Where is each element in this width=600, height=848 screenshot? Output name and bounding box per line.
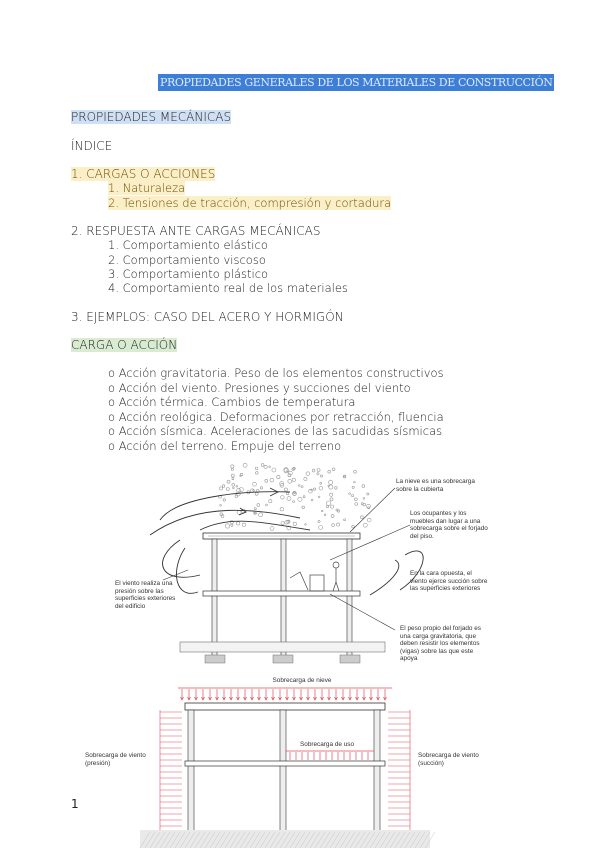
- bullet-item: o Acción térmica. Cambios de temperatura: [108, 395, 356, 409]
- index-section-3[interactable]: 3. EJEMPLOS: CASO DEL ACERO Y HORMIGÓN: [71, 310, 344, 324]
- wind-suction-arrows: [388, 710, 410, 840]
- page-number: 1: [71, 797, 79, 811]
- loads-figure: [0, 460, 600, 680]
- wind-pressure-arrows: [160, 710, 182, 840]
- wind-arrows: [150, 488, 423, 595]
- index-item-2-2[interactable]: 2. Comportamiento viscoso: [108, 253, 266, 267]
- bullet-marker: o: [108, 409, 116, 424]
- snow-load-arrows: [181, 689, 387, 700]
- bullet-marker: o: [108, 380, 116, 395]
- bullet-item: o Acción gravitatoria. Peso de los elementos constructivos: [108, 366, 444, 380]
- label-wind-suction: Sobrecarga de viento (succión): [418, 752, 479, 767]
- annotation-wind-pressure: El viento realiza una presión sobre las superficies exteriores del edificio: [115, 580, 176, 610]
- index-item-2-3[interactable]: 3. Comportamiento plástico: [108, 267, 269, 281]
- label-use-load: Sobrecarga de uso: [300, 741, 355, 748]
- label-wind-pressure: Sobrecarga de viento (presión): [85, 752, 146, 767]
- occupant-icon: [290, 562, 339, 591]
- bullet-marker: o: [108, 395, 116, 409]
- annotation-self-weight: El peso propio del forjado es una carga gravitatoria, que deben resistir los elementos (vigas) sobre las que este apoya: [400, 625, 482, 663]
- snow-dots: [219, 463, 372, 530]
- annotation-leeward: En la cara opuesta, el viento ejerce succión sobre las superficies exteriores: [410, 570, 488, 593]
- bullet-marker: o: [108, 366, 116, 380]
- index-section-2[interactable]: 2. RESPUESTA ANTE CARGAS MECÁNICAS: [71, 224, 321, 238]
- index-item-2-1[interactable]: 1. Comportamiento elástico: [108, 238, 268, 252]
- bullet-item: o Acción del terreno. Empuje del terreno: [108, 438, 342, 453]
- annotation-occupants: Los ocupantes y los muebles dan lugar a una sobrecarga sobre el forjado del piso.: [410, 510, 488, 540]
- bullet-list: [108, 366, 444, 453]
- index-label: ÍNDICE: [71, 139, 113, 153]
- bullet-item: o Acción sísmica. Aceleraciones de las sacudidas sísmicas: [108, 424, 443, 438]
- bullet-marker: o: [108, 424, 116, 438]
- bullet-marker: o: [108, 438, 116, 453]
- index-item-1-1[interactable]: 1. Naturaleza: [108, 181, 186, 195]
- label-snow-load: Sobrecarga de nieve: [272, 677, 332, 684]
- annotation-snow: La nieve es una sobrecarga sobre la cubierta: [396, 478, 475, 493]
- document-title: PROPIEDADES GENERALES DE LOS MATERIALES DE CONSTRUCCIÓN: [160, 76, 553, 89]
- use-load-arrows: [290, 752, 368, 760]
- index-item-2-4[interactable]: 4. Comportamiento real de los materiales: [108, 281, 348, 295]
- subheading: CARGA O ACCIÓN: [71, 338, 178, 352]
- index-section-1[interactable]: 1. CARGAS O ACCIONES: [71, 167, 216, 181]
- bullet-item: o Acción del viento. Presiones y succiones del viento: [108, 380, 411, 395]
- bullet-item: o Acción reológica. Deformaciones por retracción, fluencia: [108, 409, 444, 424]
- index-item-1-2[interactable]: 2. Tensiones de tracción, compresión y cortadura: [108, 196, 392, 210]
- section-heading: PROPIEDADES MECÁNICAS: [71, 110, 232, 124]
